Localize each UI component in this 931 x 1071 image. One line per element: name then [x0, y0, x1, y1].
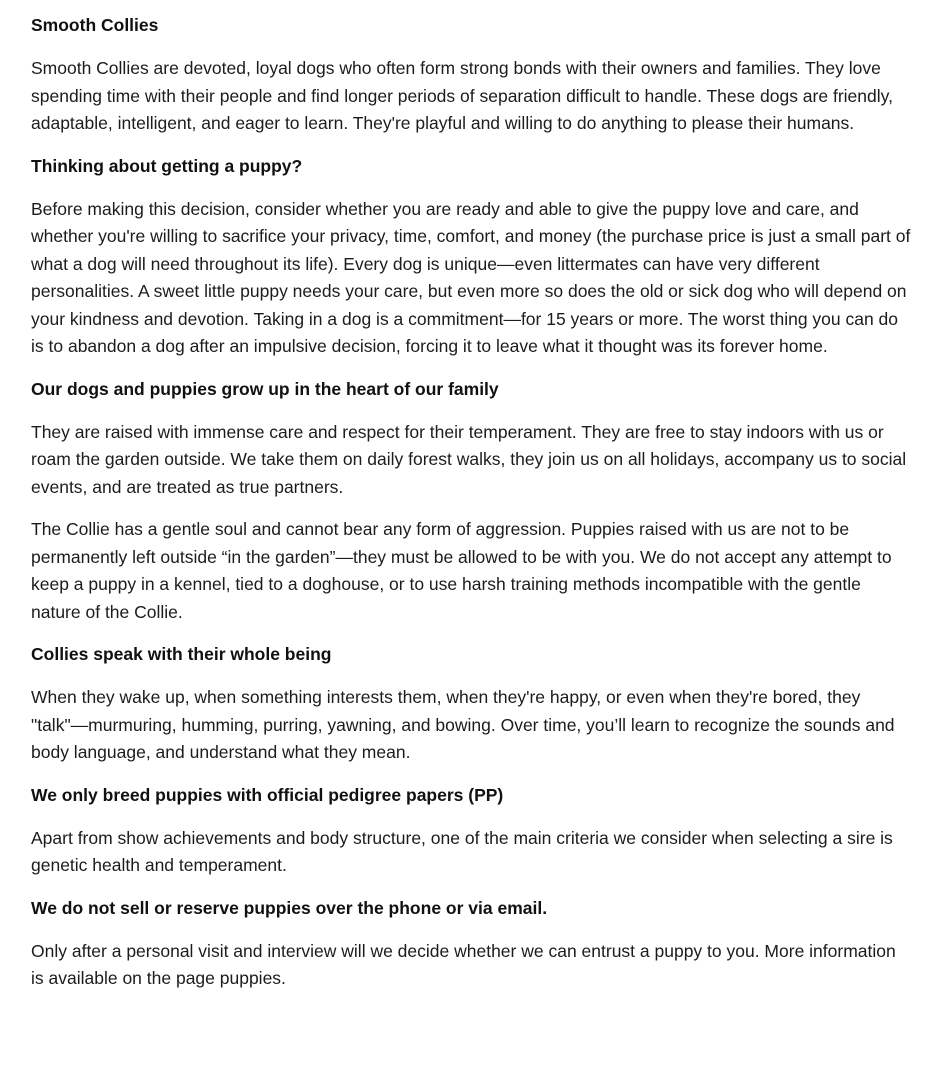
heading-pedigree-papers: We only breed puppies with official pedigree papers (PP) [31, 784, 504, 805]
heading-thinking-about-puppy: Thinking about getting a puppy? [31, 155, 303, 176]
paragraph-collies-talk: When they wake up, when something interests them, when they're happy, or even when they're bored, they "talk"—murmuring, humming, purring, yawning, and bowing. Over time, you’ll learn to recognize the sounds and body language, and understand what they mean. [31, 687, 895, 762]
paragraph-personal-visit: Only after a personal visit and interview will we decide whether we can entrust a puppy to you. More information is available on the page puppies. [31, 940, 896, 988]
paragraph-thinking-about-puppy: Before making this decision, consider whether you are ready and able to give the puppy love and care, and whether you're willing to sacrifice your privacy, time, comfort, and money (the purchase price is just a small part of what a dog will need throughout its life). Every dog is unique—even littermates can have very different personalities. A sweet little puppy needs your care, but even more so does the old or sick dog who will depend on your kindness and devotion. Taking in a dog is a commitment—for 15 years or more. The worst thing you can do is to abandon a dog after an impulsive decision, forcing it to leave what it thought was its forever home. [31, 198, 911, 356]
paragraph-gentle-soul: The Collie has a gentle soul and cannot bear any form of aggression. Puppies raised with us are not to be permanently left outside “in the garden”—they must be allowed to be with you. We do not accept any attempt to keep a puppy in a kennel, tied to a doghouse, or to use harsh training methods incompatible with the gentle nature of the Collie. [31, 519, 892, 622]
document [31, 12, 911, 993]
heading-smooth-collies: Smooth Collies [31, 15, 159, 35]
heading-collies-speak: Collies speak with their whole being [31, 644, 332, 664]
paragraph-sire-criteria: Apart from show achievements and body structure, one of the main criteria we consider when selecting a sire is genetic health and temperament. [31, 827, 893, 875]
paragraph-raised-with-care: They are raised with immense care and respect for their temperament. They are free to stay indoors with us or roam the garden outside. We take them on daily forest walks, they join us on all holidays, accompany us to social events, and are treated as true partners. [31, 421, 907, 497]
heading-no-phone-email: We do not sell or reserve puppies over the phone or via email. [31, 897, 548, 918]
heading-heart-of-family: Our dogs and puppies grow up in the heart of our family [31, 378, 499, 399]
paragraph-smooth-collies-intro: Smooth Collies are devoted, loyal dogs who often form strong bonds with their owners and families. They love spending time with their people and find longer periods of separation difficult to handle. These dogs are friendly, adaptable, intelligent, and eager to learn. They're playful and willing to do anything to please their humans. [31, 58, 893, 133]
